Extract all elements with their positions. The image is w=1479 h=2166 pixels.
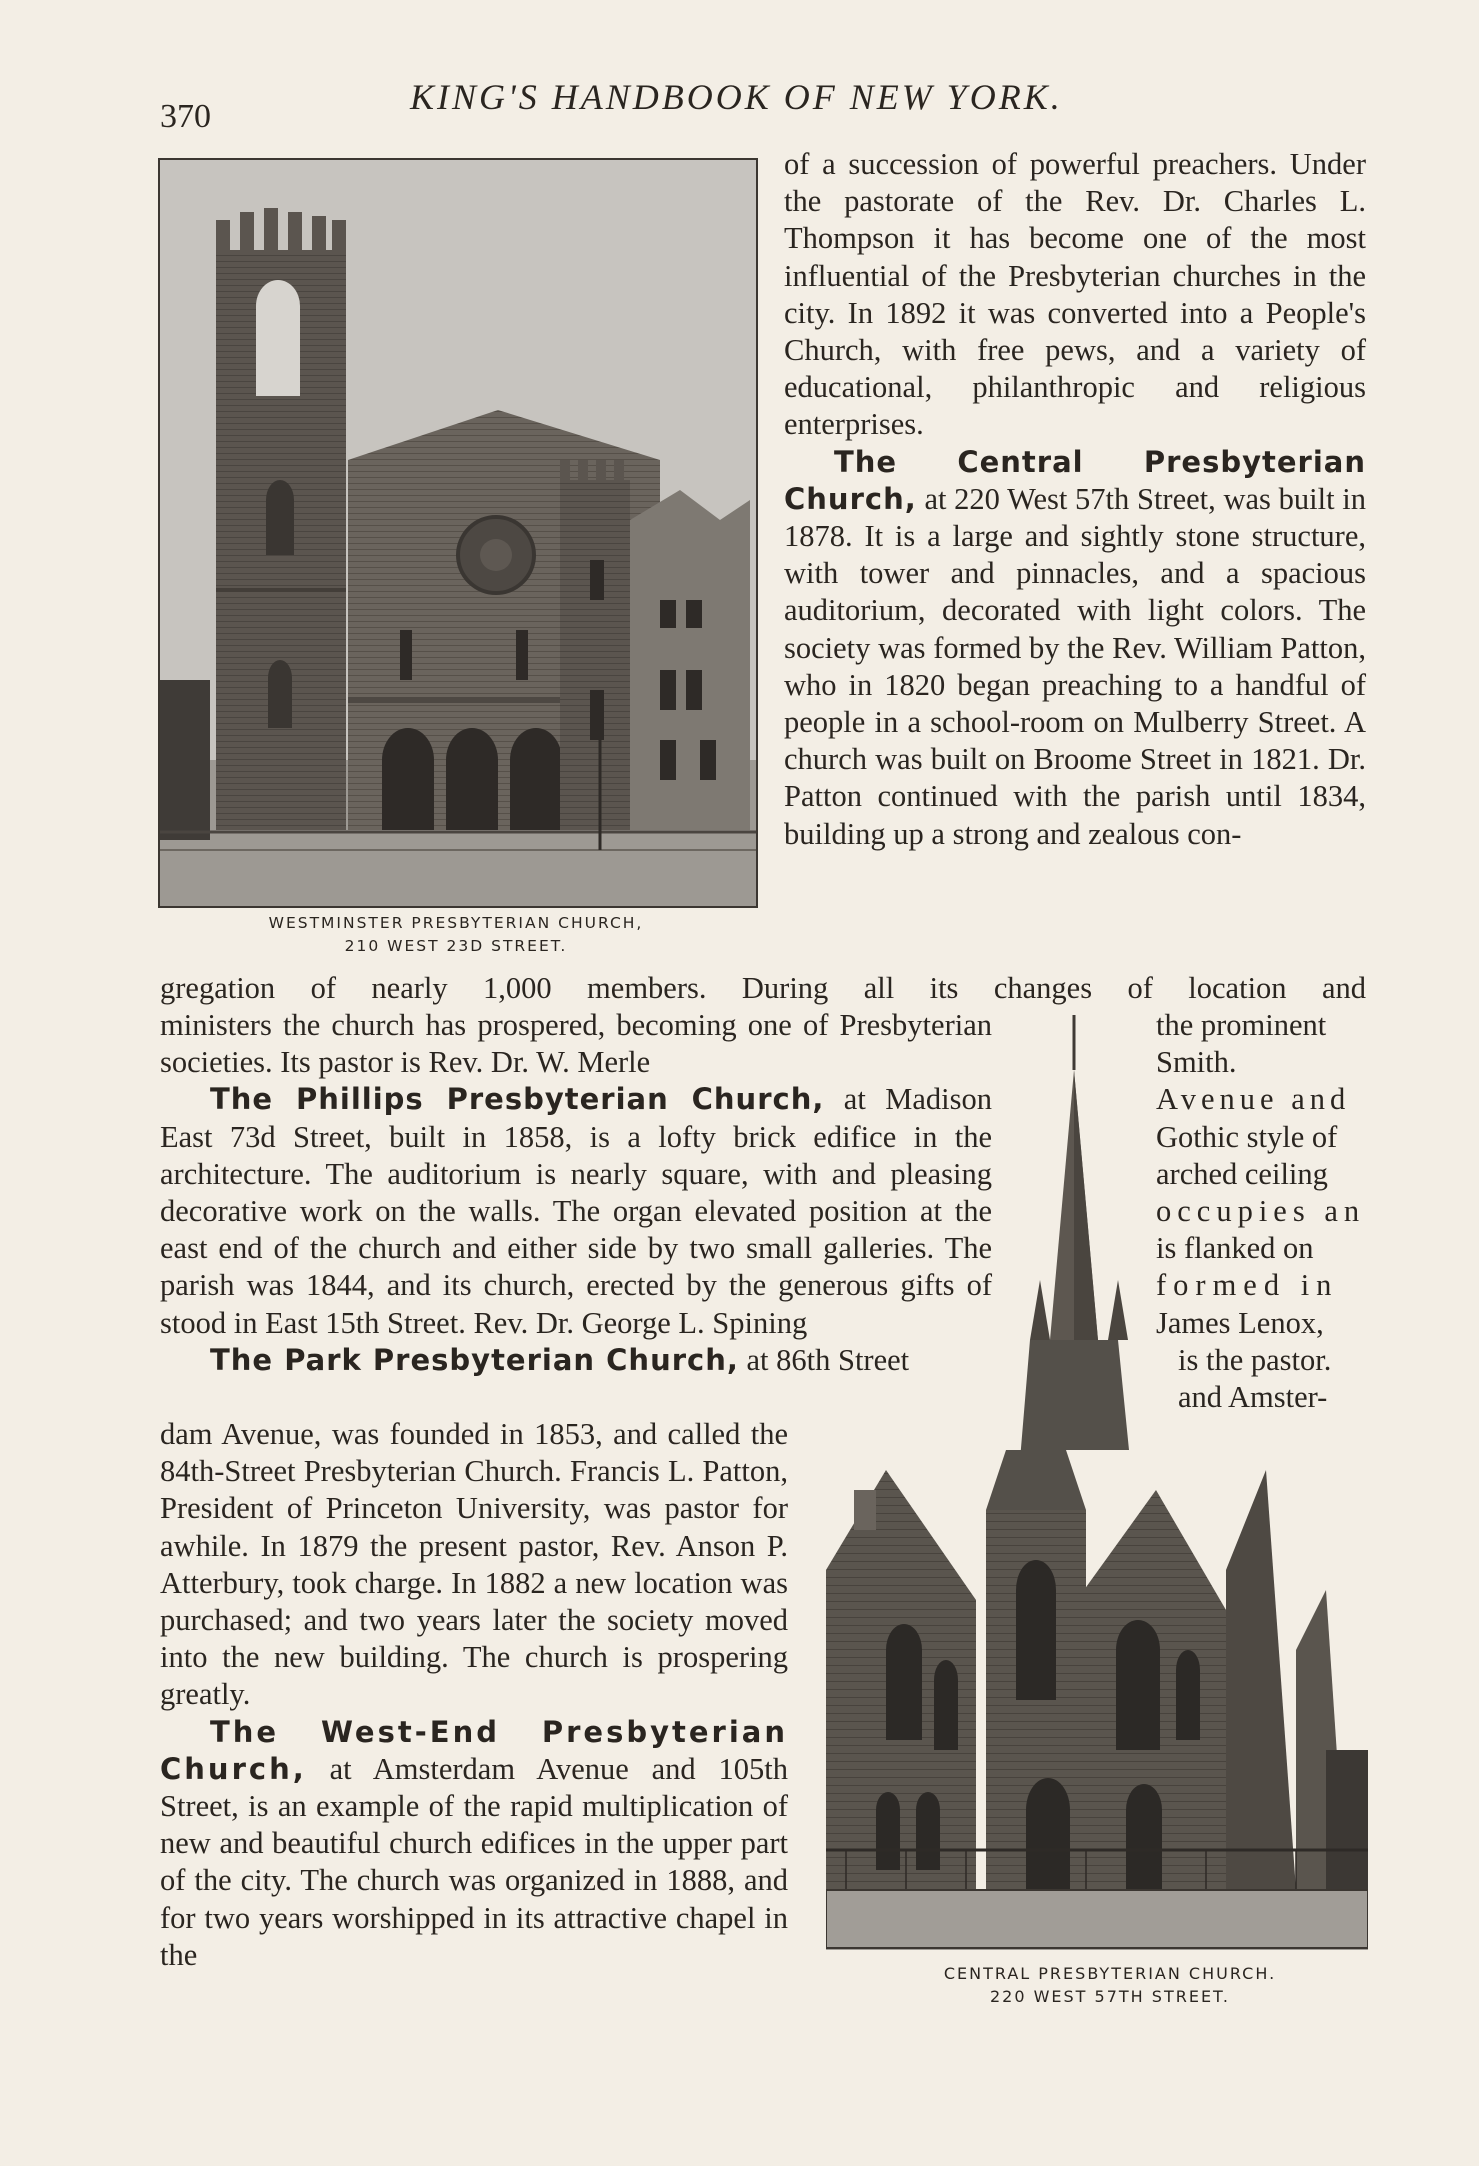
narrow-line-7: is flanked on	[1156, 1231, 1314, 1266]
westend-heading: The West-End Presbyterian Church,	[160, 1714, 788, 1786]
narrow-line-2: Smith.	[1156, 1045, 1237, 1080]
figure1-caption-line2: 210 WEST 23D STREET.	[344, 937, 568, 955]
intro-paragraph: of a succession of powerful preachers. Under the pastorate of the Rev. Dr. Charles L. Thompson it has become one of the most influential of the Presbyterian churches in the city. In 1892 it was converted into a People's Church, with free pews, and a variety of educational, philanthropic and religious enterprises.	[784, 147, 1366, 442]
running-title: KING'S HANDBOOK OF NEW YORK.	[410, 77, 1063, 117]
phillips-heading: The Phillips Presbyterian Church,	[210, 1082, 825, 1117]
full-width-line	[160, 970, 1366, 1007]
spire-illustration	[1010, 1010, 1150, 1460]
ministers-paragraph: ministers the church has prospered, becoming one of Presbyterian societies. Its pastor is Rev. Dr. W. Merle	[160, 1008, 992, 1080]
central-church-photo	[826, 1450, 1368, 1950]
central-heading: The Central Presbyterian Church,	[784, 444, 1366, 516]
westminster-church-photo	[158, 158, 758, 908]
figure2-caption-line1: CENTRAL PRESBYTERIAN CHURCH.	[943, 1964, 1277, 1983]
narrow-line-5: arched ceiling	[1156, 1156, 1328, 1191]
westend-body: at Amsterdam Avenue and 105th Street, is an example of the rapid multiplication of new and beautiful church edifices in the upper part of the city. The church was organized in 1888, and for two years worshipped in its attractive chapel in the	[160, 1751, 788, 1972]
narrow-line-8: formed in	[1156, 1268, 1339, 1303]
westminster-church-illustration	[160, 160, 756, 906]
page-header	[160, 76, 1390, 136]
left-column-lower	[160, 1416, 788, 1974]
full-width-text: gregation of nearly 1,000 members. During all its changes of location and	[160, 971, 1366, 1005]
figure1-caption	[158, 912, 754, 958]
left-column-middle	[160, 1007, 992, 1379]
central-paragraph	[784, 444, 1366, 853]
page-number: 370	[160, 98, 211, 135]
narrow-line-9: James Lenox,	[1156, 1305, 1324, 1340]
park-body-top: at 86th Street	[738, 1342, 910, 1377]
westend-paragraph	[160, 1714, 788, 1974]
park-paragraph: dam Avenue, was founded in 1853, and called the 84th-Street Presbyterian Church. Francis L. Patton, President of Princeton University, was pastor for awhile. In 1879 the present pastor, Rev. Anson P. Atterbury, took charge. In 1882 a new location was purchased; and two years later the society moved into the new building. The church is prospering greatly.	[160, 1417, 788, 1712]
narrow-line-10: is the pastor.	[1178, 1342, 1332, 1377]
figure2-caption	[880, 1962, 1340, 2008]
figure1-caption-line1: WESTMINSTER PRESBYTERIAN CHURCH,	[268, 914, 644, 932]
narrow-line-11: and Amster-	[1178, 1380, 1328, 1415]
figure2-caption-line2: 220 WEST 57TH STREET.	[989, 1987, 1231, 2006]
phillips-body: at Madison East 73d Street, built in 1858, is a lofty brick edifice in the architecture. The auditorium is nearly square, with and pleasing decorative work on the walls. The organ elevated position at the east end of the church and either side by two small galleries. The parish was 1844, and its church, erected by the generous gifts of stood in East 15th Street. Rev. Dr. George L. Spining	[160, 1082, 992, 1340]
narrow-line-4: Gothic style of	[1156, 1119, 1338, 1154]
central-body: at 220 West 57th Street, was built in 1878. It is a large and sightly stone structure, with tower and pinnacles, and a spacious auditorium, decorated with light colors. The society was formed by the Rev. William Patton, who in 1820 began preaching to a handful of people in a school-room on Mulberry Street. A church was built on Broome Street in 1821. Dr. Patton continued with the parish until 1834, building up a strong and zealous con-	[784, 481, 1366, 851]
park-heading: The Park Presbyterian Church,	[210, 1342, 739, 1377]
narrow-line-1: the prominent	[1156, 1008, 1327, 1042]
central-church-illustration	[826, 1450, 1368, 1950]
narrow-line-3: Avenue and	[1156, 1082, 1351, 1117]
narrow-right-column	[1156, 1007, 1366, 1416]
right-column-top	[784, 146, 1366, 853]
narrow-line-6: occupies an	[1156, 1194, 1366, 1229]
park-heading-line	[160, 1342, 992, 1379]
phillips-paragraph	[160, 1081, 992, 1341]
